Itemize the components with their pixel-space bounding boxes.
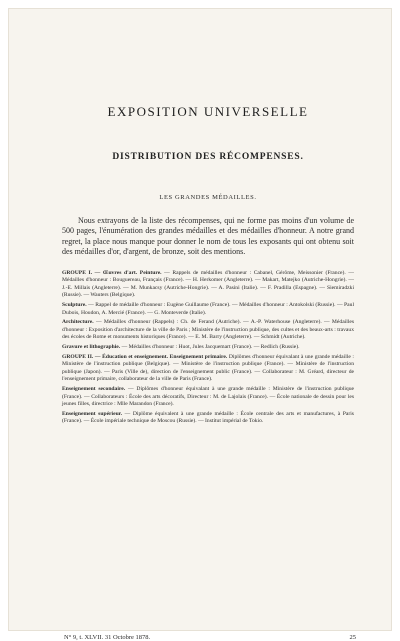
- group-paragraph: [62, 270, 354, 300]
- group-text: — Médailles d'honneur : Huot, Jules Jacquemart (France). — Redlich (Russie).: [121, 343, 300, 350]
- group-paragraph: [62, 319, 354, 342]
- article-body: [62, 104, 354, 428]
- group-heading: Sculpture.: [62, 302, 87, 308]
- group-paragraph: [62, 344, 354, 352]
- group-heading: Enseignement secondaire.: [62, 385, 126, 392]
- group-paragraph: [62, 411, 354, 426]
- group-text: Diplômes d'honneur équivalant à une grande médaille : Ministère de l'instruction publique (Belgique). — Ministère de l'instruction publique (France). — Ministère de l'instruction publique (Japon). — Paris (Ville de), direction de l'enseignement public (France). — Collaborateur : M. Gréard, directeur de l'enseignement primaire, collaborateur de la ville de Paris (France).: [62, 353, 354, 383]
- group-heading: Enseignement supérieur.: [62, 410, 123, 417]
- group-text: — Diplômes d'honneur équivalant à une grande médaille : Ministère de l'instruction publique (France). — Collaborateurs : École des arts décoratifs, Directeur : M. de Lajolais (France). — École nationale de dessin pour les jeunes filles, directrice : Mlle Marandon (France).: [62, 385, 354, 408]
- page-subtitle: DISTRIBUTION DES RÉCOMPENSES.: [112, 152, 304, 162]
- group-heading: Gravure et lithographie.: [62, 343, 121, 350]
- group-paragraph: [62, 302, 354, 317]
- group-heading: Architecture.: [62, 319, 94, 326]
- group-paragraph: [62, 386, 354, 409]
- issue-line: N° 9, t. XLVII. 31 Octobre 1878.: [64, 634, 151, 641]
- group-text: — Diplôme équivalent à une grande médaille : École centrale des arts et manufactures, à Paris (France). — École impériale technique de Moscou (Russie). — Institut impérial de Tokio.: [62, 410, 354, 425]
- page-footer: [64, 634, 356, 641]
- page-title: EXPOSITION UNIVERSELLE: [107, 104, 309, 119]
- document-page: [8, 8, 392, 641]
- group-text: — Médailles d'honneur (Rappels) : Ch. de Ferand (Autriche). — A.-P. Waterhouse (Angleterre). — Médailles d'honneur : Exposition d'architecture de la ville de Paris ; Ministère de l'instruction publique, des cultes et des beaux-arts : travaux des écoles de Rome et monuments historiques (France). — E. M. Barry (Angleterre). — Schmidt (Autriche).: [62, 319, 354, 341]
- section-heading: LES GRANDES MÉDAILLES.: [159, 194, 257, 201]
- intro-paragraph: Nous extrayons de la liste des récompenses, qui ne forme pas moins d'un volume de 500 pages, l'énumération des grandes médailles et des médailles d'honneur. A notre grand regret, la place nous manque pour donner le nom de tous les exposants qui ont obtenu soit des médailles d'or, d'argent, de bronze, soit des mentions.: [62, 216, 354, 257]
- group-heading: GROUPE II. — Éducation et enseignement. Enseignement primaire.: [62, 353, 228, 360]
- page-number: 25: [349, 634, 356, 641]
- group-paragraph: [62, 354, 354, 384]
- group-text: — Rappels de médailles d'honneur : Cabanel, Gérôme, Meissonier (France). — Médailles d'honneur : Bouguereau, Français (France). — H. Herkomer (Angleterre). — Makart, Matejko (Autriche-Hongrie). — J.-E. Millais (Angleterre). — M. Munkacsy (Autriche-Hongrie). — A. Pasini (Italie). — F. Pradilla (Espagne). — Siemiradzki (Russie). — Wauters (Belgique).: [62, 269, 354, 299]
- group-heading: GROUPE I. — Œuvres d'art. Peinture.: [62, 269, 162, 276]
- group-text: — Rappel de médaille d'honneur : Eugène Guillaume (France). — Médailles d'honneur : Antokolski (Russie). — Paul Dubois, Houdon, A. Mercié (France). — G. Monteverde (Italie).: [62, 302, 355, 316]
